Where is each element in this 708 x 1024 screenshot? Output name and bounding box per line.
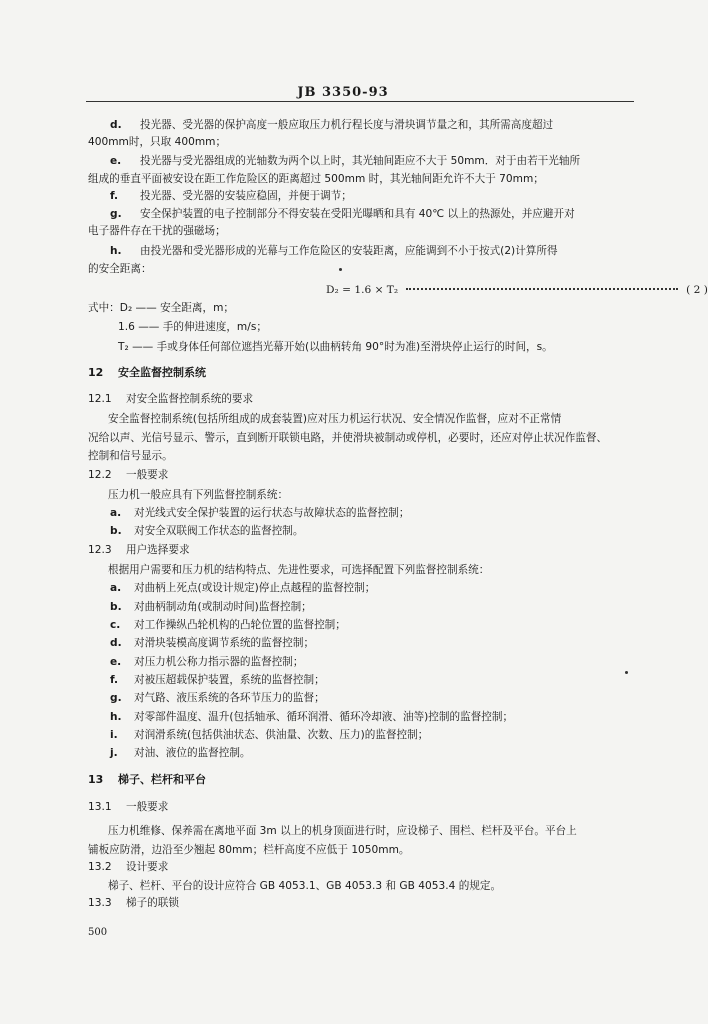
where-d2: 式中：D₂ —— 安全距离，m； bbox=[88, 302, 234, 314]
scan-speck bbox=[625, 671, 628, 674]
section-12-2-heading: 12.2 一般要求 bbox=[88, 469, 169, 481]
item-d-line2: 400mm时，只取 400mm； bbox=[88, 136, 227, 148]
item-12-3-j: j. 对油、液位的监督控制。 bbox=[110, 747, 251, 759]
section-12-3-heading: 12.3 用户选择要求 bbox=[88, 544, 190, 556]
item-f: f. 投光器、受光器的安装应稳固，并便于调节； bbox=[110, 190, 352, 202]
section-13-3-heading: 13.3 梯子的联锁 bbox=[88, 897, 179, 909]
para-12-1-line3: 控制和信号显示。 bbox=[88, 450, 173, 462]
formula-2 bbox=[326, 284, 708, 296]
item-12-3-f: f. 对被压超载保护装置，系统的监督控制； bbox=[110, 674, 325, 686]
page-number: 500 bbox=[88, 927, 108, 938]
dot-leader bbox=[406, 288, 678, 290]
section-13-heading: 13 梯子、栏杆和平台 bbox=[88, 773, 206, 786]
where-t2: T₂ —— 手或身体任何部位遮挡光幕开始(以曲柄转角 90°时为准)至滑块停止运行的时间，s。 bbox=[118, 341, 553, 353]
item-e-line1: e. 投光器与受光器组成的光轴数为两个以上时，其光轴间距应不大于 50mm．对于由若干光轴所 bbox=[110, 155, 581, 167]
section-12-heading: 12 安全监督控制系统 bbox=[88, 366, 206, 379]
item-g-line1: g. 安全保护装置的电子控制部分不得安装在受阳光曝晒和具有 40℃ 以上的热源处，并应避开对 bbox=[110, 208, 575, 220]
standard-code-header: JB 3350-93 bbox=[297, 85, 389, 100]
para-12-1-line1: 安全监督控制系统(包括所组成的成套装置)应对压力机运行状况、安全情况作监督，应对不正常情 bbox=[108, 413, 562, 425]
item-d-line1: d. 投光器、受光器的保护高度一般应取压力机行程长度与滑块调节量之和，其所需高度超过 bbox=[110, 119, 554, 131]
item-12-3-e: e. 对压力机公称力指示器的监督控制； bbox=[110, 656, 304, 668]
para-13-1-line2: 铺板应防滑，边沿至少翘起 80mm；栏杆高度不应低于 1050mm。 bbox=[88, 844, 410, 856]
para-13-2: 梯子、栏杆、平台的设计应符合 GB 4053.1、GB 4053.3 和 GB 4053.4 的规定。 bbox=[108, 880, 502, 892]
item-e-line2: 组成的垂直平面被安设在距工作危险区的距离超过 500mm 时，其光轴间距允许不大于 70mm； bbox=[88, 173, 544, 185]
para-12-2: 压力机一般应具有下列监督控制系统： bbox=[108, 489, 289, 501]
item-12-2-b: b. 对安全双联阀工作状态的监督控制。 bbox=[110, 525, 304, 537]
item-12-3-g: g. 对气路、液压系统的各环节压力的监督； bbox=[110, 692, 325, 704]
item-12-2-a: a. 对光线式安全保护装置的运行状态与故障状态的监督控制； bbox=[110, 507, 410, 519]
section-13-1-heading: 13.1 一般要求 bbox=[88, 801, 169, 813]
para-12-3: 根据用户需要和压力机的结构特点、先进性要求，可选择配置下列监督控制系统： bbox=[108, 564, 490, 576]
item-h-line1: h. 由投光器和受光器形成的光幕与工作危险区的安装距离，应能调到不小于按式(2)计算所得 bbox=[110, 245, 558, 257]
section-13-2-heading: 13.2 设计要求 bbox=[88, 861, 169, 873]
header-rule bbox=[86, 101, 634, 102]
where-speed: 1.6 —— 手的伸进速度，m/s； bbox=[118, 321, 267, 333]
item-g-line2: 电子器件存在干扰的强磁场； bbox=[88, 225, 226, 237]
item-h-line2: 的安全距离： bbox=[88, 263, 152, 275]
item-12-3-i: i. 对润滑系统(包括供油状态、供油量、次数、压力)的监督控制； bbox=[110, 729, 429, 741]
para-12-1-line2: 况给以声、光信号显示、警示，直到断开联锁电路，并使滑块被制动或停机，必要时，还应对停止状况作监督、 bbox=[88, 432, 608, 444]
item-12-3-b: b. 对曲柄制动角(或制动时间)监督控制； bbox=[110, 601, 312, 613]
formula-number: ( 2 ) bbox=[686, 284, 708, 296]
item-12-3-c: c. 对工作操纵凸轮机构的凸轮位置的监督控制； bbox=[110, 619, 346, 631]
item-12-3-d: d. 对滑块装模高度调节系统的监督控制； bbox=[110, 637, 315, 649]
item-12-3-h: h. 对零部件温度、温升(包括轴承、循环润滑、循环冷却液、油等)控制的监督控制； bbox=[110, 711, 514, 723]
item-12-3-a: a. 对曲柄上死点(或设计规定)停止点越程的监督控制； bbox=[110, 582, 376, 594]
scan-speck bbox=[339, 268, 342, 271]
para-13-1-line1: 压力机维修、保养需在离地平面 3m 以上的机身顶面进行时，应设梯子、围栏、栏杆及平台。平台上 bbox=[108, 825, 577, 837]
section-12-1-heading: 12.1 对安全监督控制系统的要求 bbox=[88, 393, 254, 405]
formula-expression: D₂ = 1.6 × T₂ bbox=[326, 284, 399, 296]
